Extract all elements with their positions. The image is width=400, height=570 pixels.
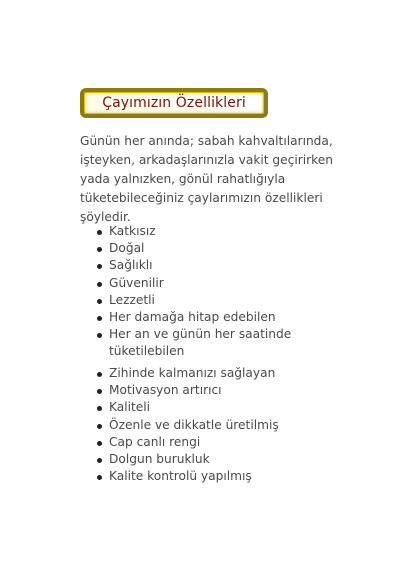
- list-item-text: Özenle ve dikkatle üretilmiş: [109, 417, 279, 432]
- list-item: [80, 257, 310, 274]
- bullet-icon: [97, 230, 102, 235]
- bullet-icon: [97, 475, 102, 480]
- bullet-icon: [97, 389, 102, 394]
- list-item-text: Her an ve günün her saatinde tüketilebilen: [109, 327, 292, 359]
- list-item: [80, 240, 310, 257]
- list-item-text: Zihinde kalmanızı sağlayan: [109, 366, 276, 380]
- list-item-text: Kaliteli: [109, 400, 151, 415]
- page-title: Çayımızın Özellikleri: [102, 95, 246, 111]
- features-list-primary: [80, 223, 310, 361]
- bullet-icon: [97, 441, 102, 446]
- list-item: [80, 399, 310, 416]
- bullet-icon: [97, 372, 102, 377]
- list-item-text: Motivasyon artırıcı: [109, 383, 222, 398]
- list-item: [80, 417, 310, 434]
- list-item: [80, 326, 310, 360]
- list-item: [80, 434, 310, 451]
- intro-paragraph: Günün her anında; sabah kahvaltılarında, işteyken, arkadaşlarınızla vakit geçirirken yada yalnızken, gönül rahatlığıyla tüketebileceğiniz çaylarımızın özellikleri şöyledir.: [80, 134, 334, 224]
- bullet-icon: [97, 264, 102, 269]
- list-item: [80, 292, 310, 309]
- list-item-text: Cap canlı rengi: [109, 434, 201, 449]
- bullet-icon: [97, 333, 102, 338]
- list-item-text: Her damağa hitap edebilen: [109, 310, 276, 325]
- features-list-secondary: [80, 365, 310, 485]
- bullet-icon: [97, 424, 102, 429]
- list-item: [80, 275, 310, 292]
- list-item: [80, 468, 310, 485]
- list-item: [80, 309, 310, 326]
- list-item-text: Katkısız: [109, 224, 156, 238]
- list-item-text: Sağlıklı: [109, 258, 153, 273]
- list-item: [80, 382, 310, 399]
- list-item: [80, 223, 310, 240]
- title-box: [80, 88, 268, 118]
- bullet-icon: [97, 406, 102, 411]
- list-item-text: Doğal: [109, 241, 145, 256]
- list-item-text: Güvenilir: [109, 275, 164, 290]
- list-item: [80, 451, 310, 468]
- bullet-icon: [97, 247, 102, 252]
- bullet-icon: [97, 458, 102, 463]
- list-item-text: Lezzetli: [109, 292, 155, 307]
- bullet-icon: [97, 299, 102, 304]
- list-item: [80, 365, 310, 382]
- bullet-icon: [97, 316, 102, 321]
- list-item-text: Kalite kontrolü yapılmış: [109, 469, 252, 484]
- list-item-text: Dolgun burukluk: [109, 452, 210, 467]
- bullet-icon: [97, 282, 102, 287]
